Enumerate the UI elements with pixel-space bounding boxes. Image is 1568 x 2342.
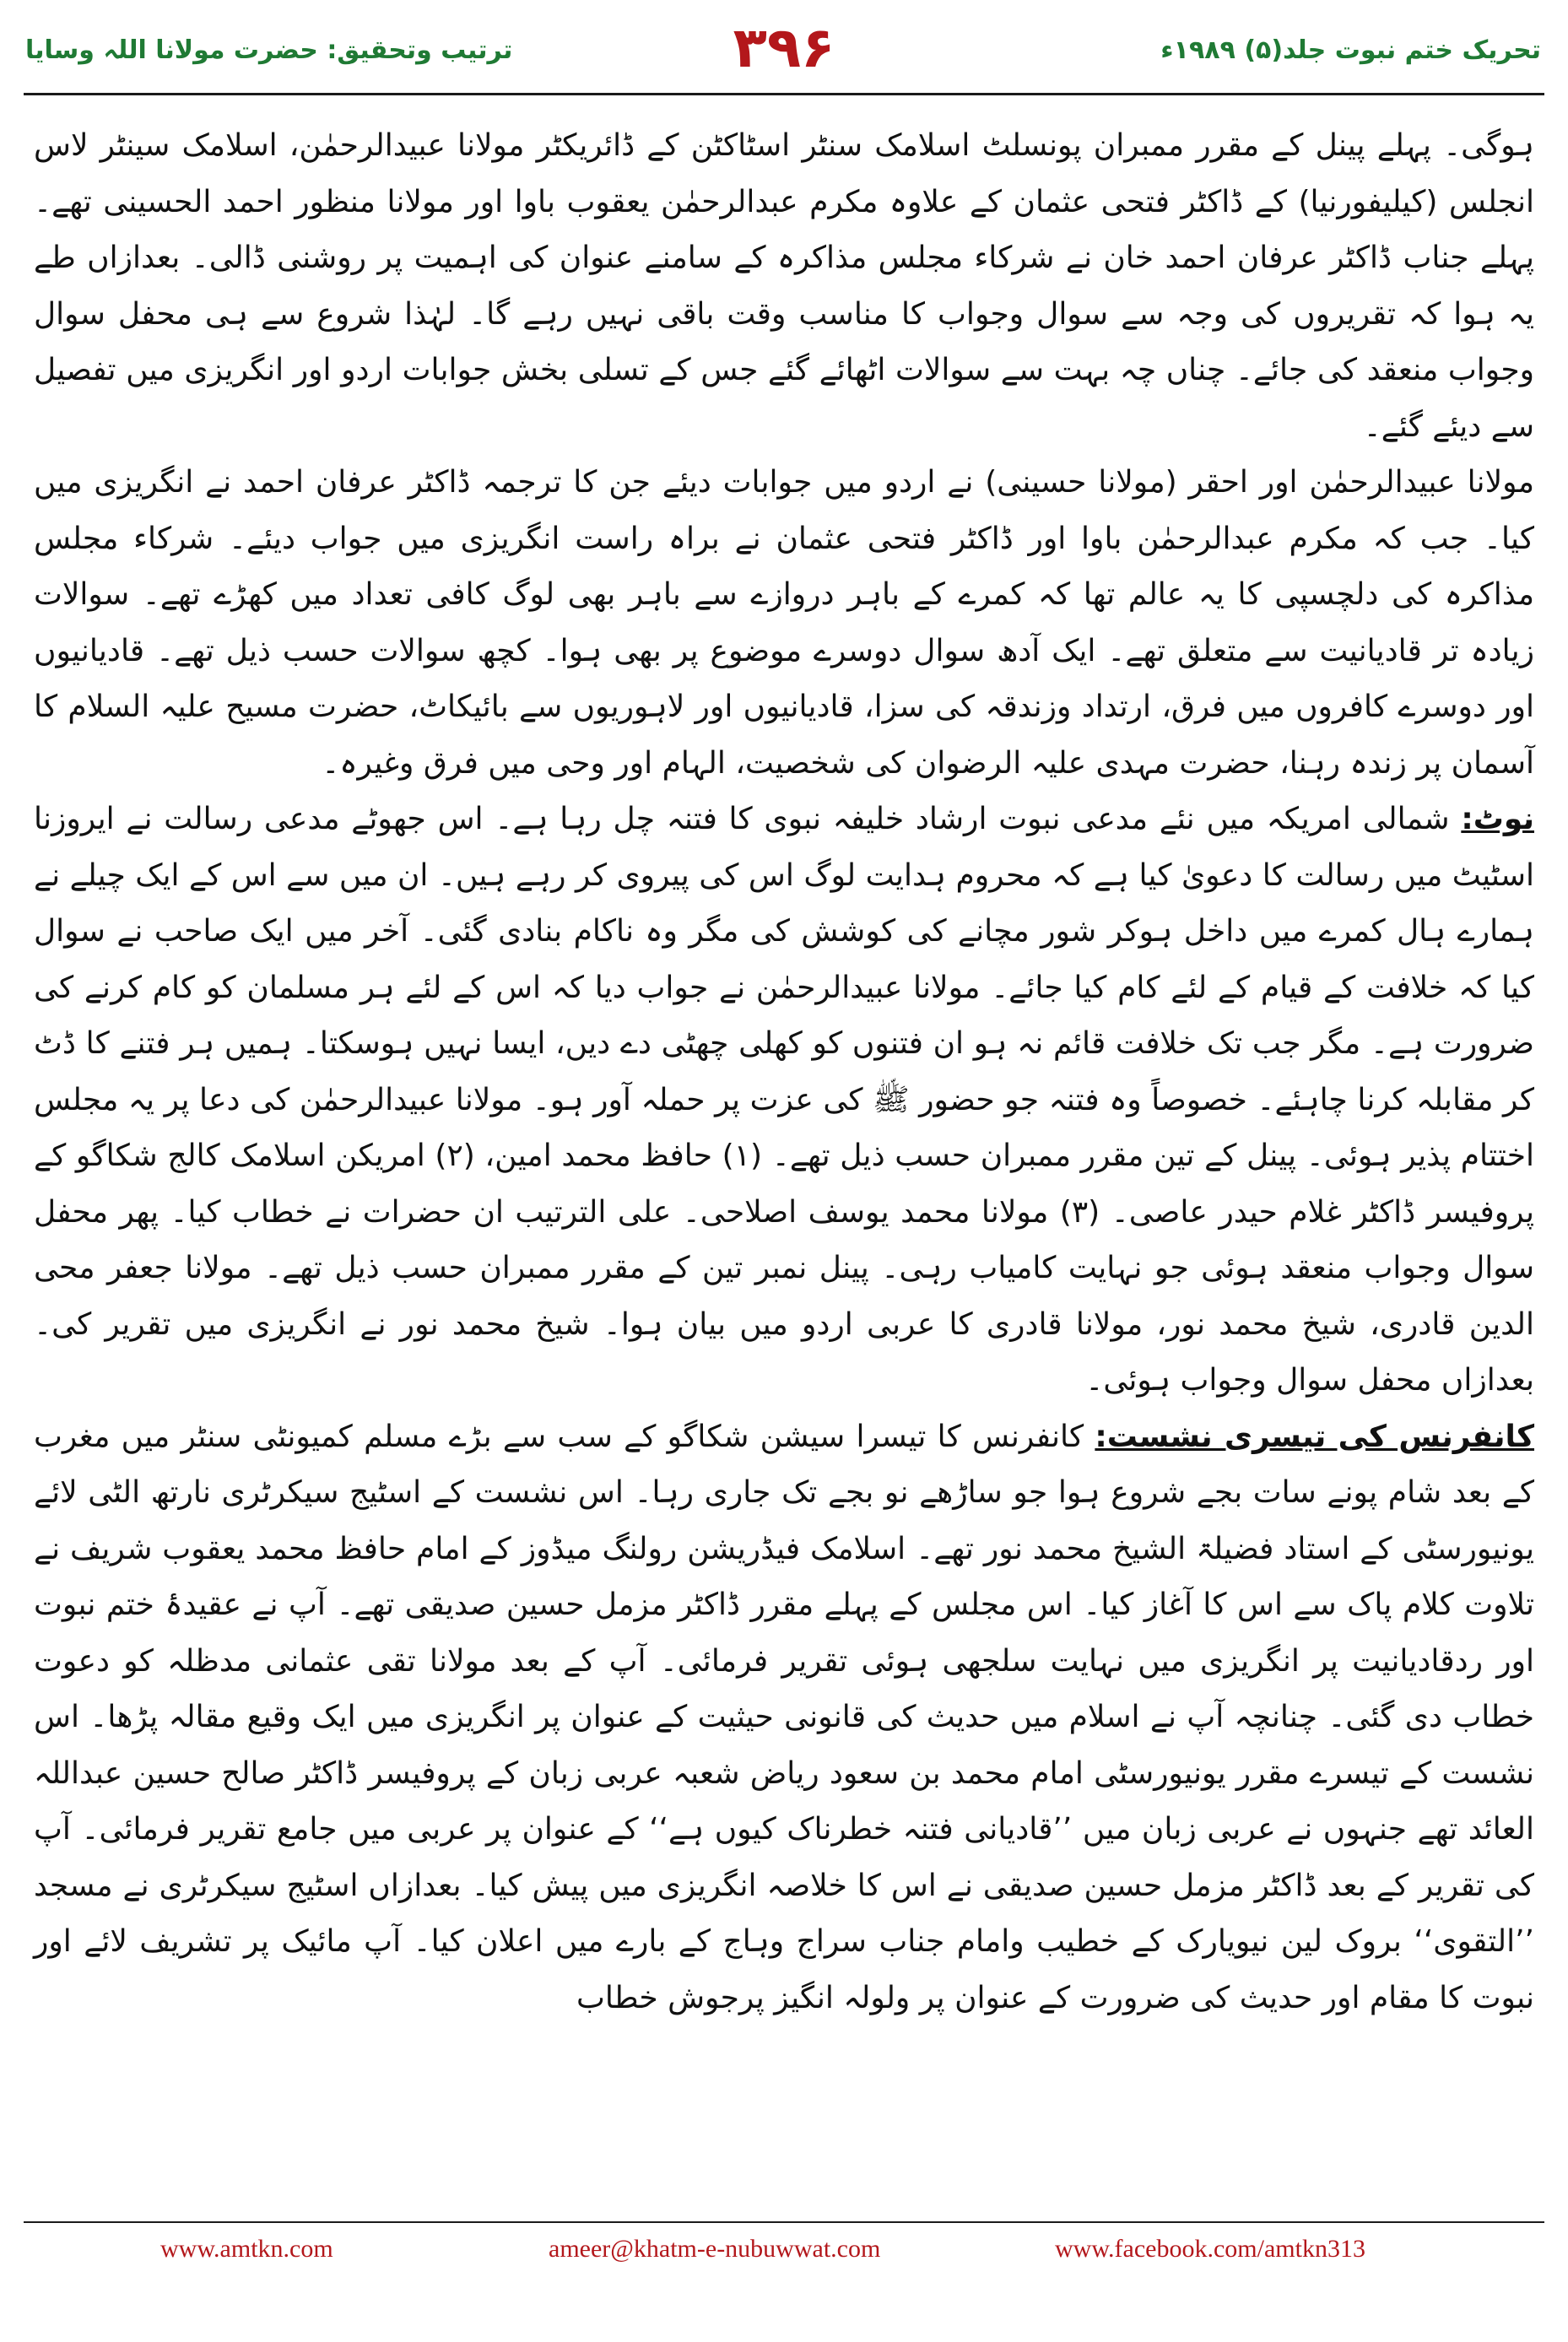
header-divider xyxy=(24,93,1544,95)
page-footer xyxy=(0,2235,1568,2277)
page-header xyxy=(0,0,1568,101)
page-number: ۳۹۶ xyxy=(733,15,835,80)
paragraph-1: ہوگی۔ پہلے پینل کے مقرر ممبران پونسلٹ اسلامک سنٹر اسٹاکٹن کے ڈائریکٹر مولانا عبیدالرحمٰن، اسلامک سینٹر لاس انجلس (کیلیفورنیا) کے ڈاکٹر فتحی عثمان کے علاوہ مکرم عبدالرحمٰن یعقوب باوا اور مولانا منظور احمد الحسینی تھے۔ پہلے جناب ڈاکٹر عرفان احمد خان نے شرکاء مجلس مذاکرہ کے سامنے عنوان کی اہمیت پر روشنی ڈالی۔ بعدازاں طے یہ ہوا کہ تقریروں کی وجہ سے سوال وجواب کا مناسب وقت باقی نہیں رہے گا۔ لہٰذا شروع سے ہی محفل سوال وجواب منعقد کی جائے۔ چناں چہ بہت سے سوالات اٹھائے گئے جس کے تسلی بخش جوابات اردو اور انگریزی میں تفصیل سے دیئے گئے۔ xyxy=(34,128,1534,444)
footer-divider xyxy=(24,2221,1544,2223)
third-session-text: کانفرنس کا تیسرا سیشن شکاگو کے سب سے بڑے مسلم کمیونٹی سنٹر میں مغرب کے بعد شام پونے سات بجے شروع ہوا جو ساڑھے نو بجے تک جاری رہا۔ اس نشست کے اسٹیج سیکرٹری نارتھ الٹی لائے یونیورسٹی کے استاد فضیلۃ الشیخ محمد نور تھے۔ اسلامک فیڈریشن رولنگ میڈوز کے امام حافظ محمد یعقوب شریف نے تلاوت کلام پاک سے اس کا آغاز کیا۔ اس مجلس کے پہلے مقرر ڈاکٹر مزمل حسین صدیقی تھے۔ آپ نے عقیدۂ ختم نبوت اور ردقادیانیت پر انگریزی میں نہایت سلجھی ہوئی تقریر فرمائی۔ آپ کے بعد مولانا تقی عثمانی مدظلہ کو دعوت خطاب دی گئی۔ چنانچہ آپ نے اسلام میں حدیث کی قانونی حیثیت کے عنوان پر انگریزی میں ایک وقیع مقالہ پڑھا۔ اس نشست کے تیسرے مقرر یونیورسٹی امام محمد بن سعود ریاض شعبہ عربی زبان کے پروفیسر ڈاکٹر صالح حسین عبداللہ العائد تھے جنہوں نے عربی زبان میں ’’قادیانی فتنہ خطرناک کیوں ہے‘‘ کے عنوان پر عربی میں جامع تقریر فرمائی۔ آپ کی تقریر کے بعد ڈاکٹر مزمل حسین صدیقی نے اس کا خلاصہ انگریزی میں پیش کیا۔ بعدازاں اسٹیج سیکرٹری نے مسجد ’’التقوی‘‘ بروک لین نیویارک کے خطیب وامام جناب سراج وہاج کے بارے میں اعلان کیا۔ آپ مائیک پر تشریف لائے اور نبوت کا مقام اور حدیث کی ضرورت کے عنوان پر ولولہ انگیز پرجوش خطاب xyxy=(34,1419,1534,2015)
paragraph-2 xyxy=(34,455,1534,792)
paragraph-third-session xyxy=(34,1409,1534,2027)
third-session-heading: کانفرنس کی تیسری نشست: xyxy=(1095,1419,1535,1454)
book-title: تحریک ختم نبوت جلد(۵) ۱۹۸۹ء xyxy=(1160,35,1541,65)
note-text: شمالی امریکہ میں نئے مدعی نبوت ارشاد خلیفہ نبوی کا فتنہ چل رہا ہے۔ اس جھوٹے مدعی رسالت نے ایروزنا اسٹیٹ میں رسالت کا دعویٰ کیا ہے کہ محروم ہدایت لوگ اس کی پیروی کر رہے ہیں۔ ان میں سے اس کے ایک چیلے نے ہمارے ہال کمرے میں داخل ہوکر شور مچانے کی کوشش کی مگر وہ ناکام بنادی گئی۔ آخر میں ایک صاحب نے سوال کیا کہ خلافت کے قیام کے لئے کام کیا جائے۔ مولانا عبیدالرحمٰن نے جواب دیا کہ اس کے لئے ہر مسلمان کو کام کرنے کی ضرورت ہے۔ مگر جب تک خلافت قائم نہ ہو ان فتنوں کو کھلی چھٹی دے دیں، ایسا نہیں ہوسکتا۔ ہمیں ہر فتنے کا ڈٹ کر مقابلہ کرنا چاہئے۔ خصوصاً وہ فتنہ جو حضور ﷺ کی عزت پر حملہ آور ہو۔ مولانا عبیدالرحمٰن کی دعا پر یہ مجلس اختتام پذیر ہوئی۔ پینل کے تین مقرر ممبران حسب ذیل تھے۔ (۱) حافظ محمد امین، (۲) امریکن اسلامک کالج شکاگو کے پروفیسر ڈاکٹر غلام حیدر عاصی۔ (۳) مولانا محمد یوسف اصلاحی۔ علی الترتیب ان حضرات نے خطاب کیا۔ پھر محفل سوال وجواب منعقد ہوئی جو نہایت کامیاب رہی۔ پینل نمبر تین کے مقرر ممبران حسب ذیل تھے۔ مولانا جعفر محی الدین قادری، شیخ محمد نور، مولانا قادری کا عربی اردو میں بیان ہوا۔ شیخ محمد نور نے انگریزی میں تقریر کی۔ بعدازاں محفل سوال وجواب ہوئی۔ xyxy=(34,802,1535,1398)
email-link[interactable]: ameer@khatm-e-nubuwwat.com xyxy=(549,2235,881,2263)
facebook-link[interactable]: www.facebook.com/amtkn313 xyxy=(1055,2235,1365,2263)
compiler-credit: ترتیب وتحقیق: حضرت مولانا اللہ وسایا xyxy=(25,35,513,65)
page-body xyxy=(34,118,1534,2026)
website-link[interactable]: www.amtkn.com xyxy=(160,2235,333,2263)
paragraph-2-text: مولانا عبیدالرحمٰن اور احقر (مولانا حسینی) نے اردو میں جوابات دیئے جن کا ترجمہ ڈاکٹر عرفان احمد نے انگریزی میں کیا۔ جب کہ مکرم عبدالرحمٰن باوا اور ڈاکٹر فتحی عثمان نے براہ راست انگریزی میں جواب دیئے۔ شرکاء مجلس مذاکرہ کی دلچسپی کا یہ عالم تھا کہ کمرے کے باہر دروازے سے باہر بھی لوگ کافی تعداد میں کھڑے تھے۔ سوالات زیادہ تر قادیانیت سے متعلق تھے۔ ایک آدھ سوال دوسرے موضوع پر بھی ہوا۔ کچھ سوالات حسب ذیل تھے۔ قادیانیوں اور دوسرے کافروں میں فرق، ارتداد وزندقہ کی سزا، قادیانیوں اور لاہوریوں سے بائیکاٹ، حضرت مسیح علیہ السلام کا آسمان پر زندہ رہنا، حضرت مہدی علیہ الرضوان کی شخصیت، الہام اور وحی میں فرق وغیرہ۔ xyxy=(34,465,1534,781)
note-label: نوٹ: xyxy=(1461,802,1534,836)
paragraph-note xyxy=(34,792,1534,1409)
